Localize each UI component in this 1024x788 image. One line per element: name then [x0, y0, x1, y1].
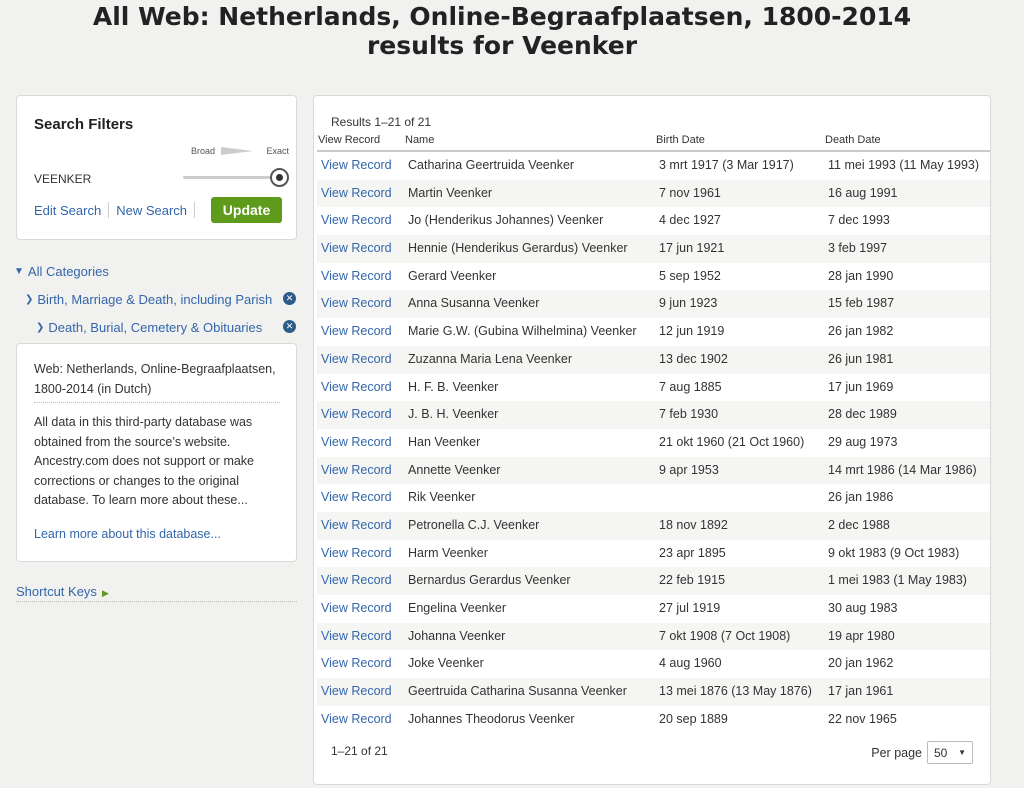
table-row — [317, 512, 990, 540]
death-date: 17 jan 1961 — [828, 684, 894, 699]
death-date: 28 dec 1989 — [828, 407, 897, 422]
birth-date: 20 sep 1889 — [659, 711, 728, 726]
birth-date: 4 dec 1927 — [659, 213, 721, 228]
view-record-link[interactable]: View Record — [321, 656, 392, 671]
filter-actions — [34, 197, 282, 223]
record-name: Zuzanna Maria Lena Veenker — [408, 351, 572, 366]
table-row — [317, 540, 990, 568]
remove-category-icon[interactable]: ✕ — [283, 292, 296, 305]
birth-date: 4 aug 1960 — [659, 656, 722, 671]
view-record-link[interactable]: View Record — [321, 158, 392, 172]
record-name: Marie G.W. (Gubina Wilhelmina) Veenker — [408, 324, 637, 339]
death-date: 2 dec 1988 — [828, 517, 890, 532]
update-button[interactable]: Update — [211, 197, 282, 223]
broad-label: Broad — [191, 146, 216, 156]
record-name: Annette Veenker — [408, 462, 501, 477]
view-record-link[interactable]: View Record — [321, 407, 392, 422]
death-date: 16 aug 1991 — [828, 185, 898, 200]
view-record-link[interactable]: View Record — [321, 601, 392, 615]
results-footer-count: 1–21 of 21 — [331, 744, 388, 758]
table-row — [317, 457, 990, 485]
view-record-link[interactable]: View Record — [321, 711, 392, 726]
all-categories-link[interactable] — [14, 263, 109, 279]
record-name: Johanna Veenker — [408, 628, 506, 643]
death-date: 1 mei 1983 (1 May 1983) — [828, 573, 967, 588]
caret-down-icon: ▼ — [958, 748, 966, 757]
record-name: Hennie (Henderikus Gerardus) Veenker — [408, 241, 628, 256]
view-record-link[interactable]: View Record — [321, 213, 392, 228]
record-name: Johannes Theodorus Veenker — [408, 711, 575, 726]
birth-date: 21 okt 1960 (21 Oct 1960) — [659, 434, 805, 449]
chevron-right-icon: ❯ — [25, 293, 34, 305]
death-date: 26 jan 1982 — [828, 324, 894, 339]
birth-date: 5 sep 1952 — [659, 268, 721, 283]
death-date: 14 mrt 1986 (14 Mar 1986) — [828, 462, 977, 477]
record-name: Geertruida Catharina Susanna Veenker — [408, 684, 627, 699]
shortcut-keys-toggle[interactable] — [16, 584, 297, 602]
table-row — [317, 346, 990, 374]
table-row — [317, 706, 990, 734]
results-panel — [313, 95, 991, 785]
birth-date: 23 apr 1895 — [659, 545, 726, 560]
view-record-link[interactable]: View Record — [321, 434, 392, 449]
birth-date: 7 feb 1930 — [659, 407, 719, 422]
record-name: Anna Susanna Veenker — [408, 296, 540, 311]
table-row — [317, 318, 990, 346]
table-row — [317, 401, 990, 429]
death-date: 19 apr 1980 — [828, 628, 895, 643]
match-slider-handle[interactable] — [270, 168, 289, 187]
table-row — [317, 429, 990, 457]
table-row — [317, 567, 990, 595]
birth-date: 7 nov 1961 — [659, 185, 721, 200]
table-row — [317, 595, 990, 623]
learn-more-link[interactable]: Learn more about this database... — [34, 527, 221, 541]
results-table — [317, 152, 990, 733]
birth-date: 13 dec 1902 — [659, 351, 728, 366]
birth-date: 13 mei 1876 (13 May 1876) — [659, 684, 812, 699]
birth-date: 7 okt 1908 (7 Oct 1908) — [659, 628, 791, 643]
birth-date: 27 jul 1919 — [659, 601, 721, 615]
table-row — [317, 484, 990, 512]
view-record-link[interactable]: View Record — [321, 296, 392, 311]
record-name: H. F. B. Veenker — [408, 379, 499, 394]
view-record-link[interactable]: View Record — [321, 351, 392, 366]
death-date: 11 mei 1993 (11 May 1993) — [828, 158, 980, 172]
remove-category-icon[interactable]: ✕ — [283, 320, 296, 333]
per-page-select[interactable] — [927, 741, 973, 764]
death-date: 29 aug 1973 — [828, 434, 898, 449]
birth-date: 22 feb 1915 — [659, 573, 726, 588]
database-title: Web: Netherlands, Online-Begraafplaatsen, 1800-2014 (in Dutch) — [34, 360, 280, 403]
search-term: VEENKER — [34, 172, 92, 186]
table-row — [317, 623, 990, 651]
record-name: Gerard Veenker — [408, 268, 497, 283]
view-record-link[interactable]: View Record — [321, 684, 392, 699]
wedge-icon — [221, 147, 253, 155]
table-row — [317, 207, 990, 235]
view-record-link[interactable]: View Record — [321, 517, 392, 532]
divider — [194, 202, 195, 218]
chevron-right-icon: ❯ — [36, 321, 45, 333]
table-row — [317, 180, 990, 208]
birth-date: 12 jun 1919 — [659, 324, 725, 339]
view-record-link[interactable]: View Record — [321, 268, 392, 283]
table-row — [317, 290, 990, 318]
table-row — [317, 678, 990, 706]
death-date: 28 jan 1990 — [828, 268, 894, 283]
record-name: Martin Veenker — [408, 185, 493, 200]
record-name: Harm Veenker — [408, 545, 488, 560]
death-date: 20 jan 1962 — [828, 656, 894, 671]
record-name: Engelina Veenker — [408, 601, 506, 615]
view-record-link[interactable]: View Record — [321, 545, 392, 560]
birth-date: 7 aug 1885 — [659, 379, 722, 394]
view-record-link[interactable]: View Record — [321, 573, 392, 588]
view-record-link[interactable]: View Record — [321, 490, 392, 505]
database-info-panel — [16, 343, 297, 562]
category-death-burial[interactable] — [36, 319, 262, 335]
chevron-down-icon: ▼ — [14, 265, 24, 277]
view-record-link[interactable]: View Record — [321, 324, 392, 339]
record-name: Rik Veenker — [408, 490, 476, 505]
death-date: 26 jan 1986 — [828, 490, 894, 505]
column-header-death-date[interactable]: Death Date — [825, 134, 881, 146]
view-record-link[interactable]: View Record — [321, 462, 392, 477]
view-record-link[interactable]: View Record — [321, 185, 392, 200]
record-name: Petronella C.J. Veenker — [408, 517, 540, 532]
page-title-line-2: results for Veenker — [366, 31, 638, 60]
view-record-link[interactable]: View Record — [321, 379, 392, 394]
view-record-link[interactable]: View Record — [321, 628, 392, 643]
death-date: 17 jun 1969 — [828, 379, 894, 394]
birth-date: 17 jun 1921 — [659, 241, 725, 256]
category-label: Birth, Marriage & Death, including Parish — [37, 291, 273, 307]
all-categories-label: All Categories — [27, 263, 109, 279]
death-date: 26 jun 1981 — [828, 351, 894, 366]
per-page-label: Per page — [871, 745, 922, 760]
category-label: Death, Burial, Cemetery & Obituaries — [48, 319, 263, 335]
per-page-value: 50 — [934, 745, 948, 760]
table-row — [317, 263, 990, 291]
birth-date: 9 jun 1923 — [659, 296, 718, 311]
birth-date: 3 mrt 1917 (3 Mar 1917) — [659, 158, 794, 172]
edit-search-link[interactable]: Edit Search — [34, 202, 102, 218]
table-row — [317, 650, 990, 678]
record-name: Joke Veenker — [408, 656, 484, 671]
page-title-line-1: All Web: Netherlands, Online-Begraafplaatsen, 1800-2014 — [92, 2, 912, 31]
table-row — [317, 152, 990, 180]
record-name: Bernardus Gerardus Veenker — [408, 573, 571, 588]
birth-date: 18 nov 1892 — [659, 517, 728, 532]
search-filters-panel — [16, 95, 297, 240]
column-header-name[interactable]: Name — [405, 134, 435, 146]
per-page-control — [871, 741, 973, 764]
death-date: 22 nov 1965 — [828, 711, 897, 726]
divider — [108, 202, 109, 218]
table-row — [317, 235, 990, 263]
record-name: J. B. H. Veenker — [408, 407, 499, 422]
table-row — [317, 374, 990, 402]
search-filters-title: Search Filters — [34, 116, 134, 133]
view-record-link[interactable]: View Record — [321, 241, 392, 256]
match-slider-track[interactable] — [183, 176, 275, 179]
exact-label: Exact — [266, 146, 289, 156]
death-date: 9 okt 1983 (9 Oct 1983) — [828, 545, 960, 560]
shortcut-keys-label: Shortcut Keys — [16, 584, 97, 599]
column-header-birth-date[interactable]: Birth Date — [656, 134, 705, 146]
death-date: 3 feb 1997 — [828, 241, 888, 256]
death-date: 30 aug 1983 — [828, 601, 898, 615]
page-title — [0, 2, 1004, 60]
column-header-view-record: View Record — [318, 134, 381, 146]
record-name: Catharina Geertruida Veenker — [408, 158, 575, 172]
database-description: All data in this third-party database was obtained from the source’s website. Ancestry.com does not support or make corrections or changes to the original database. To learn more about these... — [34, 415, 255, 507]
record-name: Han Veenker — [408, 434, 481, 449]
new-search-link[interactable]: New Search — [116, 202, 188, 218]
death-date: 15 feb 1987 — [828, 296, 895, 311]
triangle-right-icon: ▶ — [101, 588, 109, 598]
death-date: 7 dec 1993 — [828, 213, 890, 228]
birth-date: 9 apr 1953 — [659, 462, 719, 477]
category-birth-marriage-death[interactable] — [25, 291, 272, 307]
results-count: Results 1–21 of 21 — [331, 115, 432, 129]
record-name: Jo (Henderikus Johannes) Veenker — [408, 213, 604, 228]
